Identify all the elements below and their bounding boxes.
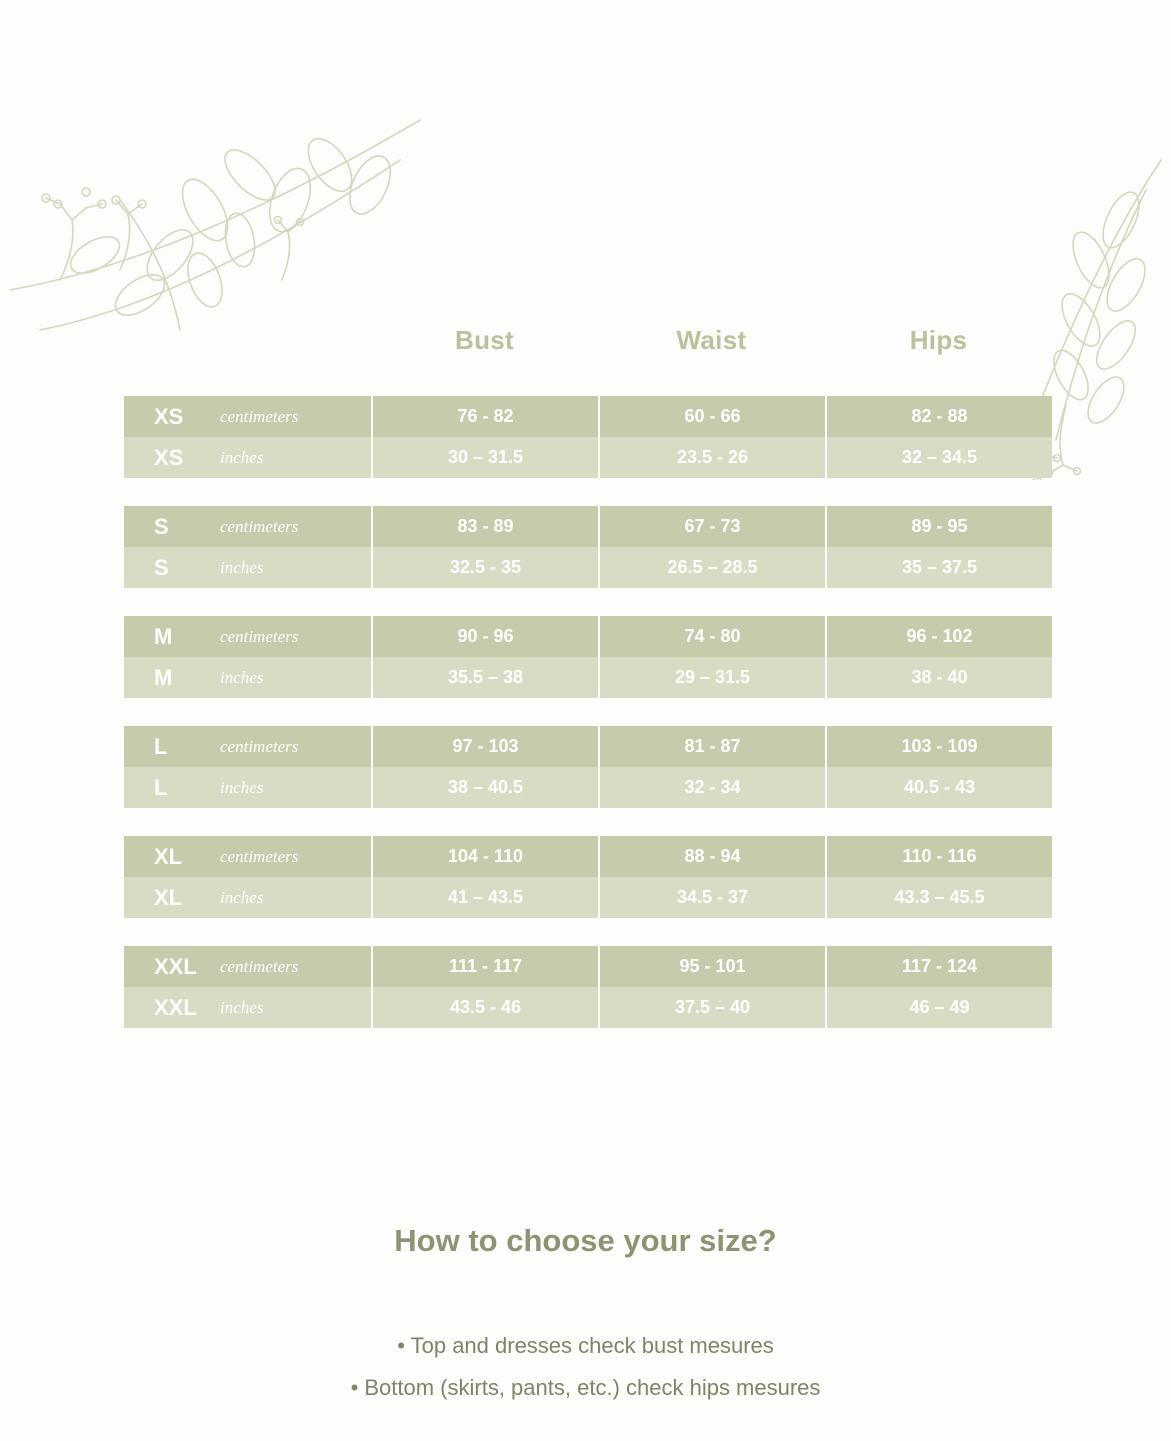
column-headers [124,325,1052,356]
cell-waist: 67 - 73 [598,506,825,547]
row-label [124,836,371,877]
row-label [124,946,371,987]
column-header-hips: Hips [909,325,968,355]
row-label [124,726,371,767]
cell-waist: 37.5 – 40 [598,987,825,1028]
size-label: XS [154,403,184,429]
size-label: XL [154,884,183,910]
cell-hips: 82 - 88 [825,396,1052,437]
size-label: S [154,554,169,580]
cell-waist: 60 - 66 [598,396,825,437]
size-group-m [124,616,1052,698]
page-title: How to choose your size? [394,1223,777,1258]
size-label: L [154,774,168,800]
size-group-xl [124,836,1052,918]
table-row [124,396,1052,437]
cell-hips: 43.3 – 45.5 [825,877,1052,918]
cell-hips: 40.5 - 43 [825,767,1052,808]
cell-bust: 30 – 31.5 [371,437,598,478]
cell-bust: 38 – 40.5 [371,767,598,808]
row-label [124,437,371,478]
list-item: • Bottom (skirts, pants, etc.) check hips mesures [350,1375,821,1400]
row-label [124,506,371,547]
unit-label: inches [220,777,264,797]
cell-bust: 76 - 82 [371,396,598,437]
unit-label: centimeters [220,736,299,756]
unit-label: centimeters [220,406,299,426]
cell-waist: 81 - 87 [598,726,825,767]
cell-hips: 96 - 102 [825,616,1052,657]
table-row [124,767,1052,808]
table-row [124,946,1052,987]
cell-bust: 32.5 - 35 [371,547,598,588]
cell-waist: 74 - 80 [598,616,825,657]
row-label [124,396,371,437]
cell-waist: 95 - 101 [598,946,825,987]
cell-bust: 35.5 – 38 [371,657,598,698]
row-label [124,877,371,918]
cell-hips: 38 - 40 [825,657,1052,698]
cell-bust: 97 - 103 [371,726,598,767]
row-label [124,657,371,698]
size-label: S [154,513,169,539]
column-header-waist: Waist [676,325,747,355]
cell-hips: 35 – 37.5 [825,547,1052,588]
unit-label: inches [220,887,264,907]
unit-label: inches [220,997,264,1017]
table-row [124,877,1052,918]
table-row [124,437,1052,478]
cell-waist: 34.5 - 37 [598,877,825,918]
botanical-branch-left-icon [0,80,460,350]
cell-waist: 88 - 94 [598,836,825,877]
row-label [124,767,371,808]
unit-label: inches [220,557,264,577]
size-label: M [154,664,173,690]
size-table [124,396,1052,1056]
table-row [124,547,1052,588]
cell-bust: 41 – 43.5 [371,877,598,918]
cell-hips: 32 – 34.5 [825,437,1052,478]
size-label: XXL [154,994,197,1020]
cell-bust: 83 - 89 [371,506,598,547]
size-group-s [124,506,1052,588]
table-row [124,726,1052,767]
cell-waist: 32 - 34 [598,767,825,808]
table-row [124,616,1052,657]
size-label: M [154,623,173,649]
cell-bust: 104 - 110 [371,836,598,877]
cell-bust: 90 - 96 [371,616,598,657]
unit-label: centimeters [220,626,299,646]
unit-label: inches [220,447,264,467]
cell-hips: 46 – 49 [825,987,1052,1028]
unit-label: centimeters [220,516,299,536]
cell-waist: 23.5 - 26 [598,437,825,478]
list-item: • Top and dresses check bust mesures [397,1333,774,1358]
row-label [124,987,371,1028]
unit-label: inches [220,667,264,687]
row-label [124,616,371,657]
size-label: XXL [154,953,197,979]
size-group-xxl [124,946,1052,1028]
row-label [124,547,371,588]
header-spacer [124,325,371,356]
size-label: L [154,733,168,759]
table-row [124,506,1052,547]
size-label: XS [154,444,184,470]
cell-hips: 89 - 95 [825,506,1052,547]
cell-bust: 43.5 - 46 [371,987,598,1028]
size-label: XL [154,843,183,869]
unit-label: centimeters [220,956,299,976]
guidance-list [0,1325,1171,1409]
size-group-l [124,726,1052,808]
size-group-xs [124,396,1052,478]
unit-label: centimeters [220,846,299,866]
table-row [124,987,1052,1028]
cell-hips: 110 - 116 [825,836,1052,877]
cell-waist: 26.5 – 28.5 [598,547,825,588]
cell-waist: 29 – 31.5 [598,657,825,698]
cell-bust: 111 - 117 [371,946,598,987]
cell-hips: 117 - 124 [825,946,1052,987]
table-row [124,836,1052,877]
column-header-bust: Bust [455,325,514,355]
table-row [124,657,1052,698]
cell-hips: 103 - 109 [825,726,1052,767]
